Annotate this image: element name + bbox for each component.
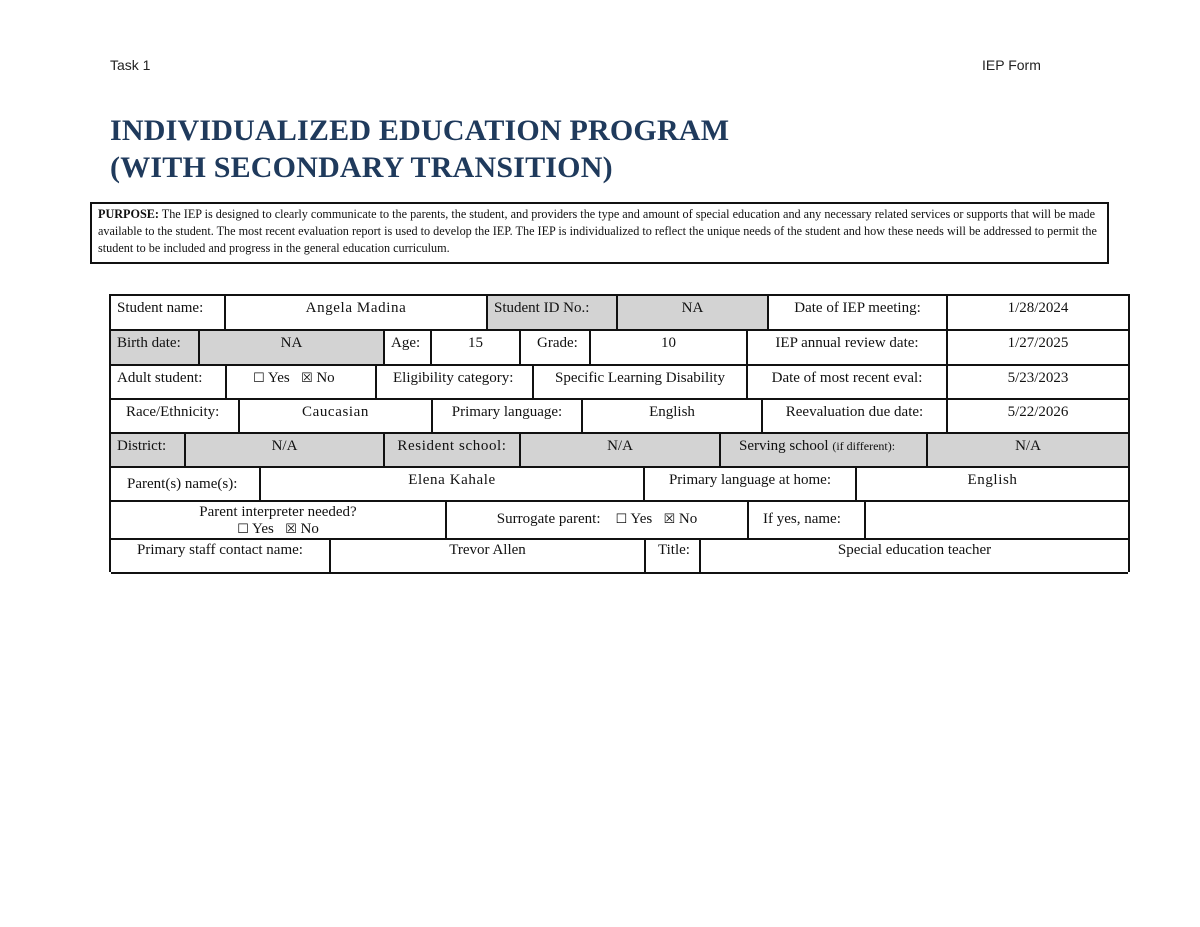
eligibility-field[interactable]: Specific Learning Disability <box>534 366 748 398</box>
reeval-field[interactable]: 5/22/2026 <box>1007 404 1069 420</box>
home-language-field[interactable]: English <box>967 472 1018 488</box>
primary-language-field[interactable]: English <box>583 400 763 432</box>
staff-contact-field[interactable]: Trevor Allen <box>331 540 646 572</box>
grade-label: Grade: <box>521 331 591 364</box>
staff-contact-label: Primary staff contact name: <box>111 540 331 572</box>
serving-school-field[interactable]: N/A <box>928 434 1128 466</box>
grade-field[interactable]: 10 <box>591 331 748 364</box>
birth-date-label: Birth date: <box>111 331 200 364</box>
interpreter-yes-checkbox[interactable]: ☐ <box>237 522 249 537</box>
interpreter-no-label: No <box>300 521 319 537</box>
interpreter-label: Parent interpreter needed? <box>199 504 357 520</box>
parent-name-field[interactable]: Elena Kahale <box>261 468 645 500</box>
home-language-label: Primary language at home: <box>645 468 857 500</box>
birth-date-field[interactable]: NA <box>200 331 385 364</box>
table-row <box>111 366 1128 400</box>
surrogate-no-label: No <box>678 511 698 527</box>
serving-school-label-cell <box>721 434 928 466</box>
surrogate-label: Surrogate parent: <box>496 511 601 527</box>
serving-school-label: Serving school <box>739 438 829 454</box>
purpose-label: PURPOSE: <box>98 207 159 221</box>
if-yes-name-field[interactable] <box>866 502 1128 538</box>
iep-meeting-label: Date of IEP meeting: <box>769 296 948 329</box>
table-row <box>111 434 1128 468</box>
purpose-box <box>90 202 1109 264</box>
student-id-label: Student ID No.: <box>488 296 618 329</box>
race-label: Race/Ethnicity: <box>111 400 240 432</box>
table-row <box>111 296 1128 331</box>
table-row <box>111 331 1128 366</box>
student-id-field[interactable]: NA <box>618 296 769 329</box>
staff-title-field[interactable]: Special education teacher <box>837 542 992 558</box>
adult-no-label: No <box>316 370 335 386</box>
header-form-label: IEP Form <box>982 57 1041 73</box>
adult-yes-checkbox[interactable]: ☐ <box>253 371 265 386</box>
if-yes-label: If yes, name: <box>749 502 866 538</box>
resident-school-field[interactable]: N/A <box>521 434 721 466</box>
primary-language-label: Primary language: <box>433 400 583 432</box>
annual-review-field[interactable]: 1/27/2025 <box>1007 335 1069 351</box>
reeval-label: Reevaluation due date: <box>763 400 948 432</box>
header-task-label: Task 1 <box>110 57 151 73</box>
page-title <box>110 112 729 186</box>
surrogate-cell <box>447 502 749 538</box>
surrogate-yes-label: Yes <box>630 511 653 527</box>
age-field[interactable]: 15 <box>432 331 521 364</box>
adult-student-options <box>227 366 377 398</box>
recent-eval-field[interactable]: 5/23/2023 <box>1007 370 1069 386</box>
adult-yes-label: Yes <box>267 370 290 386</box>
age-label: Age: <box>385 331 432 364</box>
recent-eval-label: Date of most recent eval: <box>748 366 948 398</box>
race-field[interactable]: Caucasian <box>240 400 433 432</box>
district-field[interactable]: N/A <box>186 434 385 466</box>
resident-school-label: Resident school: <box>385 434 521 466</box>
table-row <box>111 502 1128 540</box>
title-line-1: INDIVIDUALIZED EDUCATION PROGRAM <box>110 114 730 147</box>
interpreter-yes-label: Yes <box>252 521 274 537</box>
student-info-table <box>109 294 1130 572</box>
interpreter-options <box>111 521 445 538</box>
table-row <box>111 540 1128 574</box>
annual-review-label: IEP annual review date: <box>748 331 948 364</box>
purpose-text: The IEP is designed to clearly communicate to the parents, the student, and providers the type and amount of special education and any necessary related services or supports that will be made available to the student. The most recent evaluation report is used to develop the IEP. The IEP is individualized to reflect the unique needs of the student and how these needs will be addressed to permit the student to be included and progress in the general education curriculum. <box>98 207 1097 255</box>
adult-no-checkbox[interactable]: ☒ <box>300 371 313 386</box>
student-name-field[interactable]: Angela Madina <box>226 296 488 329</box>
table-row <box>111 468 1128 502</box>
eligibility-label: Eligibility category: <box>377 366 534 398</box>
parent-name-label: Parent(s) name(s): <box>111 468 261 500</box>
adult-student-label: Adult student: <box>111 366 227 398</box>
district-label: District: <box>111 434 186 466</box>
table-row <box>111 400 1128 434</box>
surrogate-yes-checkbox[interactable]: ☐ <box>615 512 628 527</box>
student-name-label: Student name: <box>111 296 226 329</box>
interpreter-no-checkbox[interactable]: ☒ <box>285 522 297 537</box>
iep-meeting-field[interactable]: 1/28/2024 <box>1007 300 1069 316</box>
surrogate-no-checkbox[interactable]: ☒ <box>663 512 676 527</box>
title-line-2: (WITH SECONDARY TRANSITION) <box>110 151 613 184</box>
staff-title-label: Title: <box>646 540 701 572</box>
serving-school-note: (if different): <box>832 439 896 453</box>
interpreter-cell <box>111 502 447 538</box>
